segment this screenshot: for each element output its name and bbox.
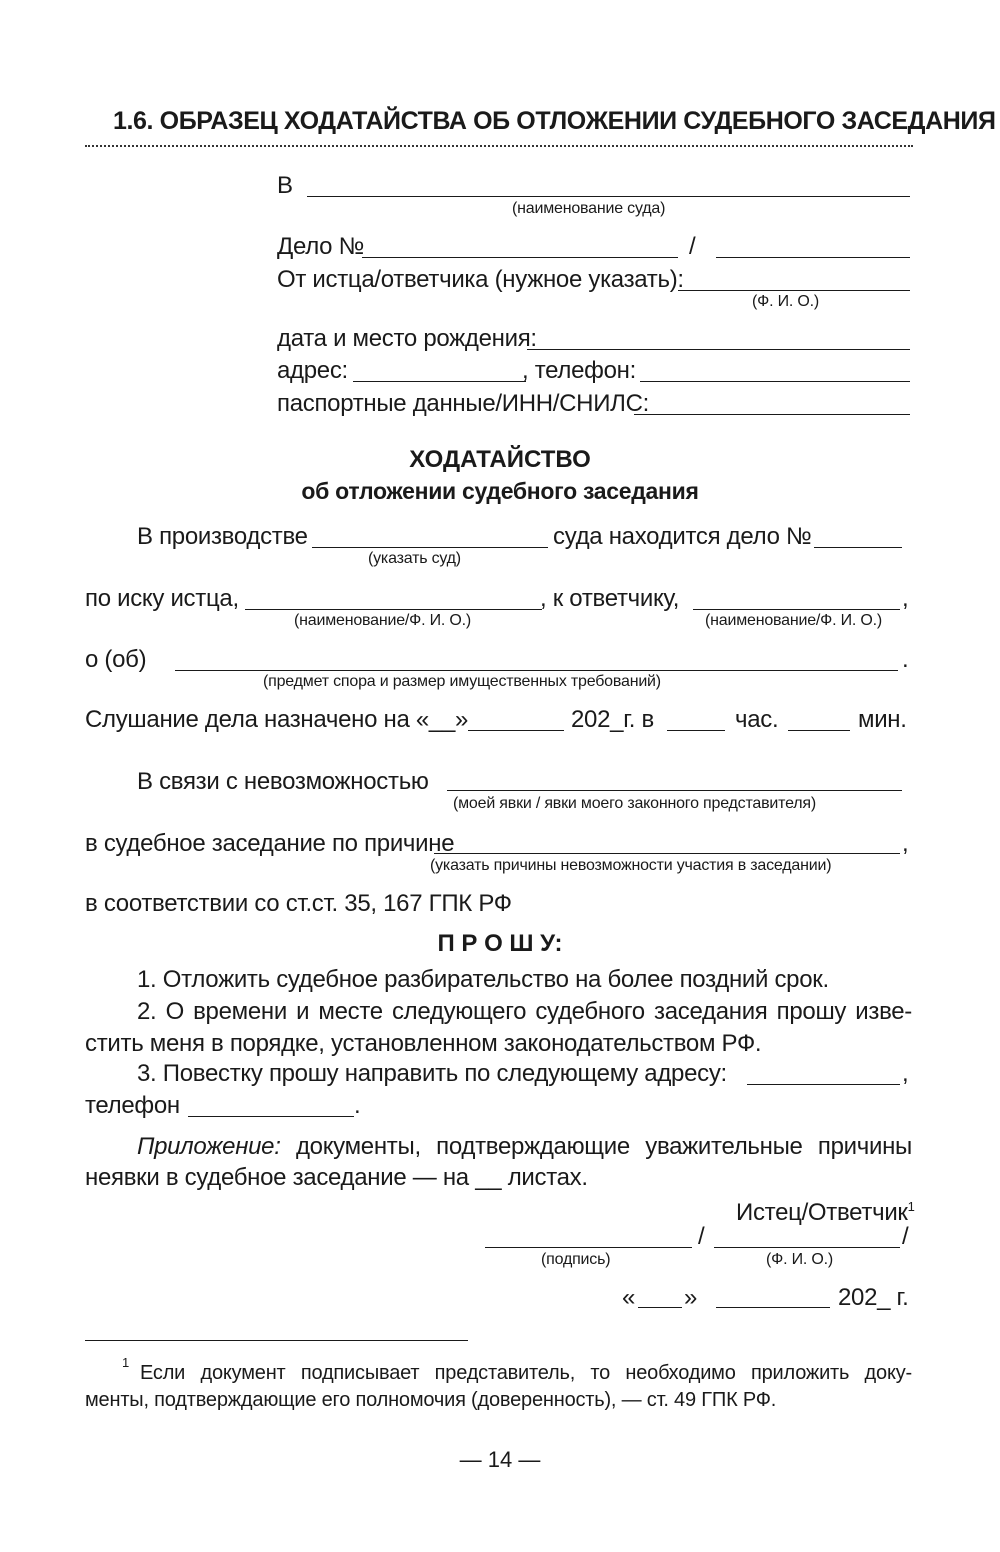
p7-legal-basis: в соответствии со ст.ст. 35, 167 ГПК РФ bbox=[85, 890, 512, 917]
footnote-mark: 1 bbox=[122, 1355, 130, 1370]
p2-caption-defendant: (наименование/Ф. И. О.) bbox=[705, 612, 883, 629]
footnote-line2: менты, подтверждающие его полномочия (доверенность), — ст. 49 ГПК РФ. bbox=[85, 1389, 777, 1411]
address-label: адрес: bbox=[277, 357, 348, 384]
subject-field[interactable] bbox=[175, 670, 898, 671]
section-title: 1.6. ОБРАЗЕЦ ХОДАТАЙСТВА ОБ ОТЛОЖЕНИИ СУДЕБНОГО ЗАСЕДАНИЯ bbox=[113, 107, 996, 135]
doc-subtitle: об отложении судебного заседания bbox=[301, 478, 699, 504]
request-item-1: 1. Отложить судебное разбирательство на более поздний срок. bbox=[137, 966, 829, 993]
defendant-field[interactable] bbox=[693, 609, 900, 610]
address-field[interactable] bbox=[353, 381, 526, 382]
court-name-field[interactable] bbox=[307, 196, 910, 197]
signer-role-text: Истец/Ответчик bbox=[736, 1199, 908, 1226]
date-open-quote: « bbox=[622, 1284, 636, 1311]
absence-field[interactable] bbox=[447, 790, 902, 791]
hearing-minute-field[interactable] bbox=[788, 730, 850, 731]
hearing-hour-field[interactable] bbox=[667, 730, 725, 731]
signature-field[interactable] bbox=[485, 1247, 692, 1248]
p5-caption: (моей явки / явки моего законного представителя) bbox=[453, 795, 817, 812]
fio-caption: (Ф. И. О.) bbox=[752, 293, 819, 310]
date-year: 202_ г. bbox=[838, 1284, 909, 1311]
p4-minute: мин. bbox=[858, 706, 907, 733]
p6-caption: (указать причины невозможности участия в заседании) bbox=[430, 857, 832, 874]
p1-start: В производстве bbox=[137, 523, 308, 550]
p2-mid: , к ответчику, bbox=[540, 585, 680, 612]
to-label: В bbox=[277, 172, 293, 199]
date-day-field[interactable] bbox=[638, 1307, 682, 1308]
p6-end: , bbox=[902, 830, 909, 857]
request-heading: П Р О Ш У: bbox=[437, 930, 563, 957]
date-close-quote: » bbox=[684, 1284, 698, 1311]
header-dotted-rule bbox=[85, 145, 913, 147]
doc-title: ХОДАТАЙСТВО bbox=[409, 446, 591, 473]
case-suffix-field[interactable] bbox=[716, 257, 910, 258]
court-caption: (наименование суда) bbox=[512, 200, 666, 217]
footnote-ref: 1 bbox=[907, 1199, 915, 1214]
p5-start: В связи с невозможностью bbox=[137, 768, 429, 795]
signature-sep: / bbox=[698, 1223, 705, 1250]
request-item-3: 3. Повестку прошу направить по следующему адресу: bbox=[137, 1060, 727, 1087]
page-number: — 14 — bbox=[459, 1447, 541, 1472]
case-label: Дело № bbox=[277, 233, 365, 260]
p4-hour: час. bbox=[735, 706, 779, 733]
p6-start: в судебное заседание по причине bbox=[85, 830, 455, 857]
passport-field[interactable] bbox=[634, 414, 910, 415]
request-phone-label: телефон bbox=[85, 1092, 180, 1119]
p4-year: 202_г. в bbox=[571, 706, 654, 733]
passport-label: паспортные данные/ИНН/СНИЛС: bbox=[277, 390, 649, 417]
signer-role bbox=[736, 1193, 915, 1227]
case-number-field[interactable] bbox=[362, 257, 678, 258]
request-item-2-line2: стить меня в порядке, установленном законодательством РФ. bbox=[85, 1030, 762, 1057]
p1-caption: (указать суд) bbox=[368, 550, 461, 567]
reason-field[interactable] bbox=[434, 853, 900, 854]
p3-start: о (об) bbox=[85, 646, 147, 673]
attachment-line2: неявки в судебное заседание — на __ листах. bbox=[85, 1164, 588, 1191]
birth-field[interactable] bbox=[527, 349, 910, 350]
p2-start: по иску истца, bbox=[85, 585, 239, 612]
summons-address-field[interactable] bbox=[747, 1084, 900, 1085]
signer-fio-field[interactable] bbox=[714, 1247, 900, 1248]
signer-fio-caption: (Ф. И. О.) bbox=[766, 1251, 833, 1268]
request-item-2-line1: 2. О времени и месте следующего судебного заседания прошу изве- bbox=[137, 998, 912, 1025]
phone-field[interactable] bbox=[640, 381, 910, 382]
p3-end: . bbox=[902, 646, 909, 673]
date-month-field[interactable] bbox=[716, 1307, 830, 1308]
p2-caption-plaintiff: (наименование/Ф. И. О.) bbox=[294, 612, 472, 629]
from-label: От истца/ответчика (нужное указать): bbox=[277, 266, 684, 293]
plaintiff-field[interactable] bbox=[245, 609, 542, 610]
court-field[interactable] bbox=[312, 547, 548, 548]
case-separator: / bbox=[689, 233, 696, 260]
attachment-text: документы, подтверждающие уважительные причины bbox=[280, 1133, 912, 1160]
attachment-label: Приложение: bbox=[137, 1133, 281, 1160]
attachment-line1 bbox=[137, 1133, 912, 1161]
signature-caption: (подпись) bbox=[541, 1251, 611, 1268]
signature-end-sep: / bbox=[902, 1223, 909, 1250]
phone-label: , телефон: bbox=[522, 357, 636, 384]
fio-field[interactable] bbox=[678, 290, 910, 291]
p1-mid: суда находится дело № bbox=[553, 523, 812, 550]
case-no-field[interactable] bbox=[814, 547, 902, 548]
request-phone-end: . bbox=[354, 1092, 361, 1119]
p2-end: , bbox=[902, 585, 909, 612]
hearing-month-field[interactable] bbox=[468, 730, 564, 731]
p4-hearing-date: Слушание дела назначено на «__» bbox=[85, 706, 469, 733]
birth-label: дата и место рождения: bbox=[277, 325, 537, 352]
footnote-rule bbox=[85, 1340, 468, 1341]
p3-caption: (предмет спора и размер имущественных требований) bbox=[263, 673, 661, 690]
summons-phone-field[interactable] bbox=[188, 1116, 354, 1117]
request-item-3-end: , bbox=[902, 1060, 909, 1087]
footnote-line1: Если документ подписывает представитель, то необходимо приложить доку- bbox=[140, 1362, 912, 1384]
